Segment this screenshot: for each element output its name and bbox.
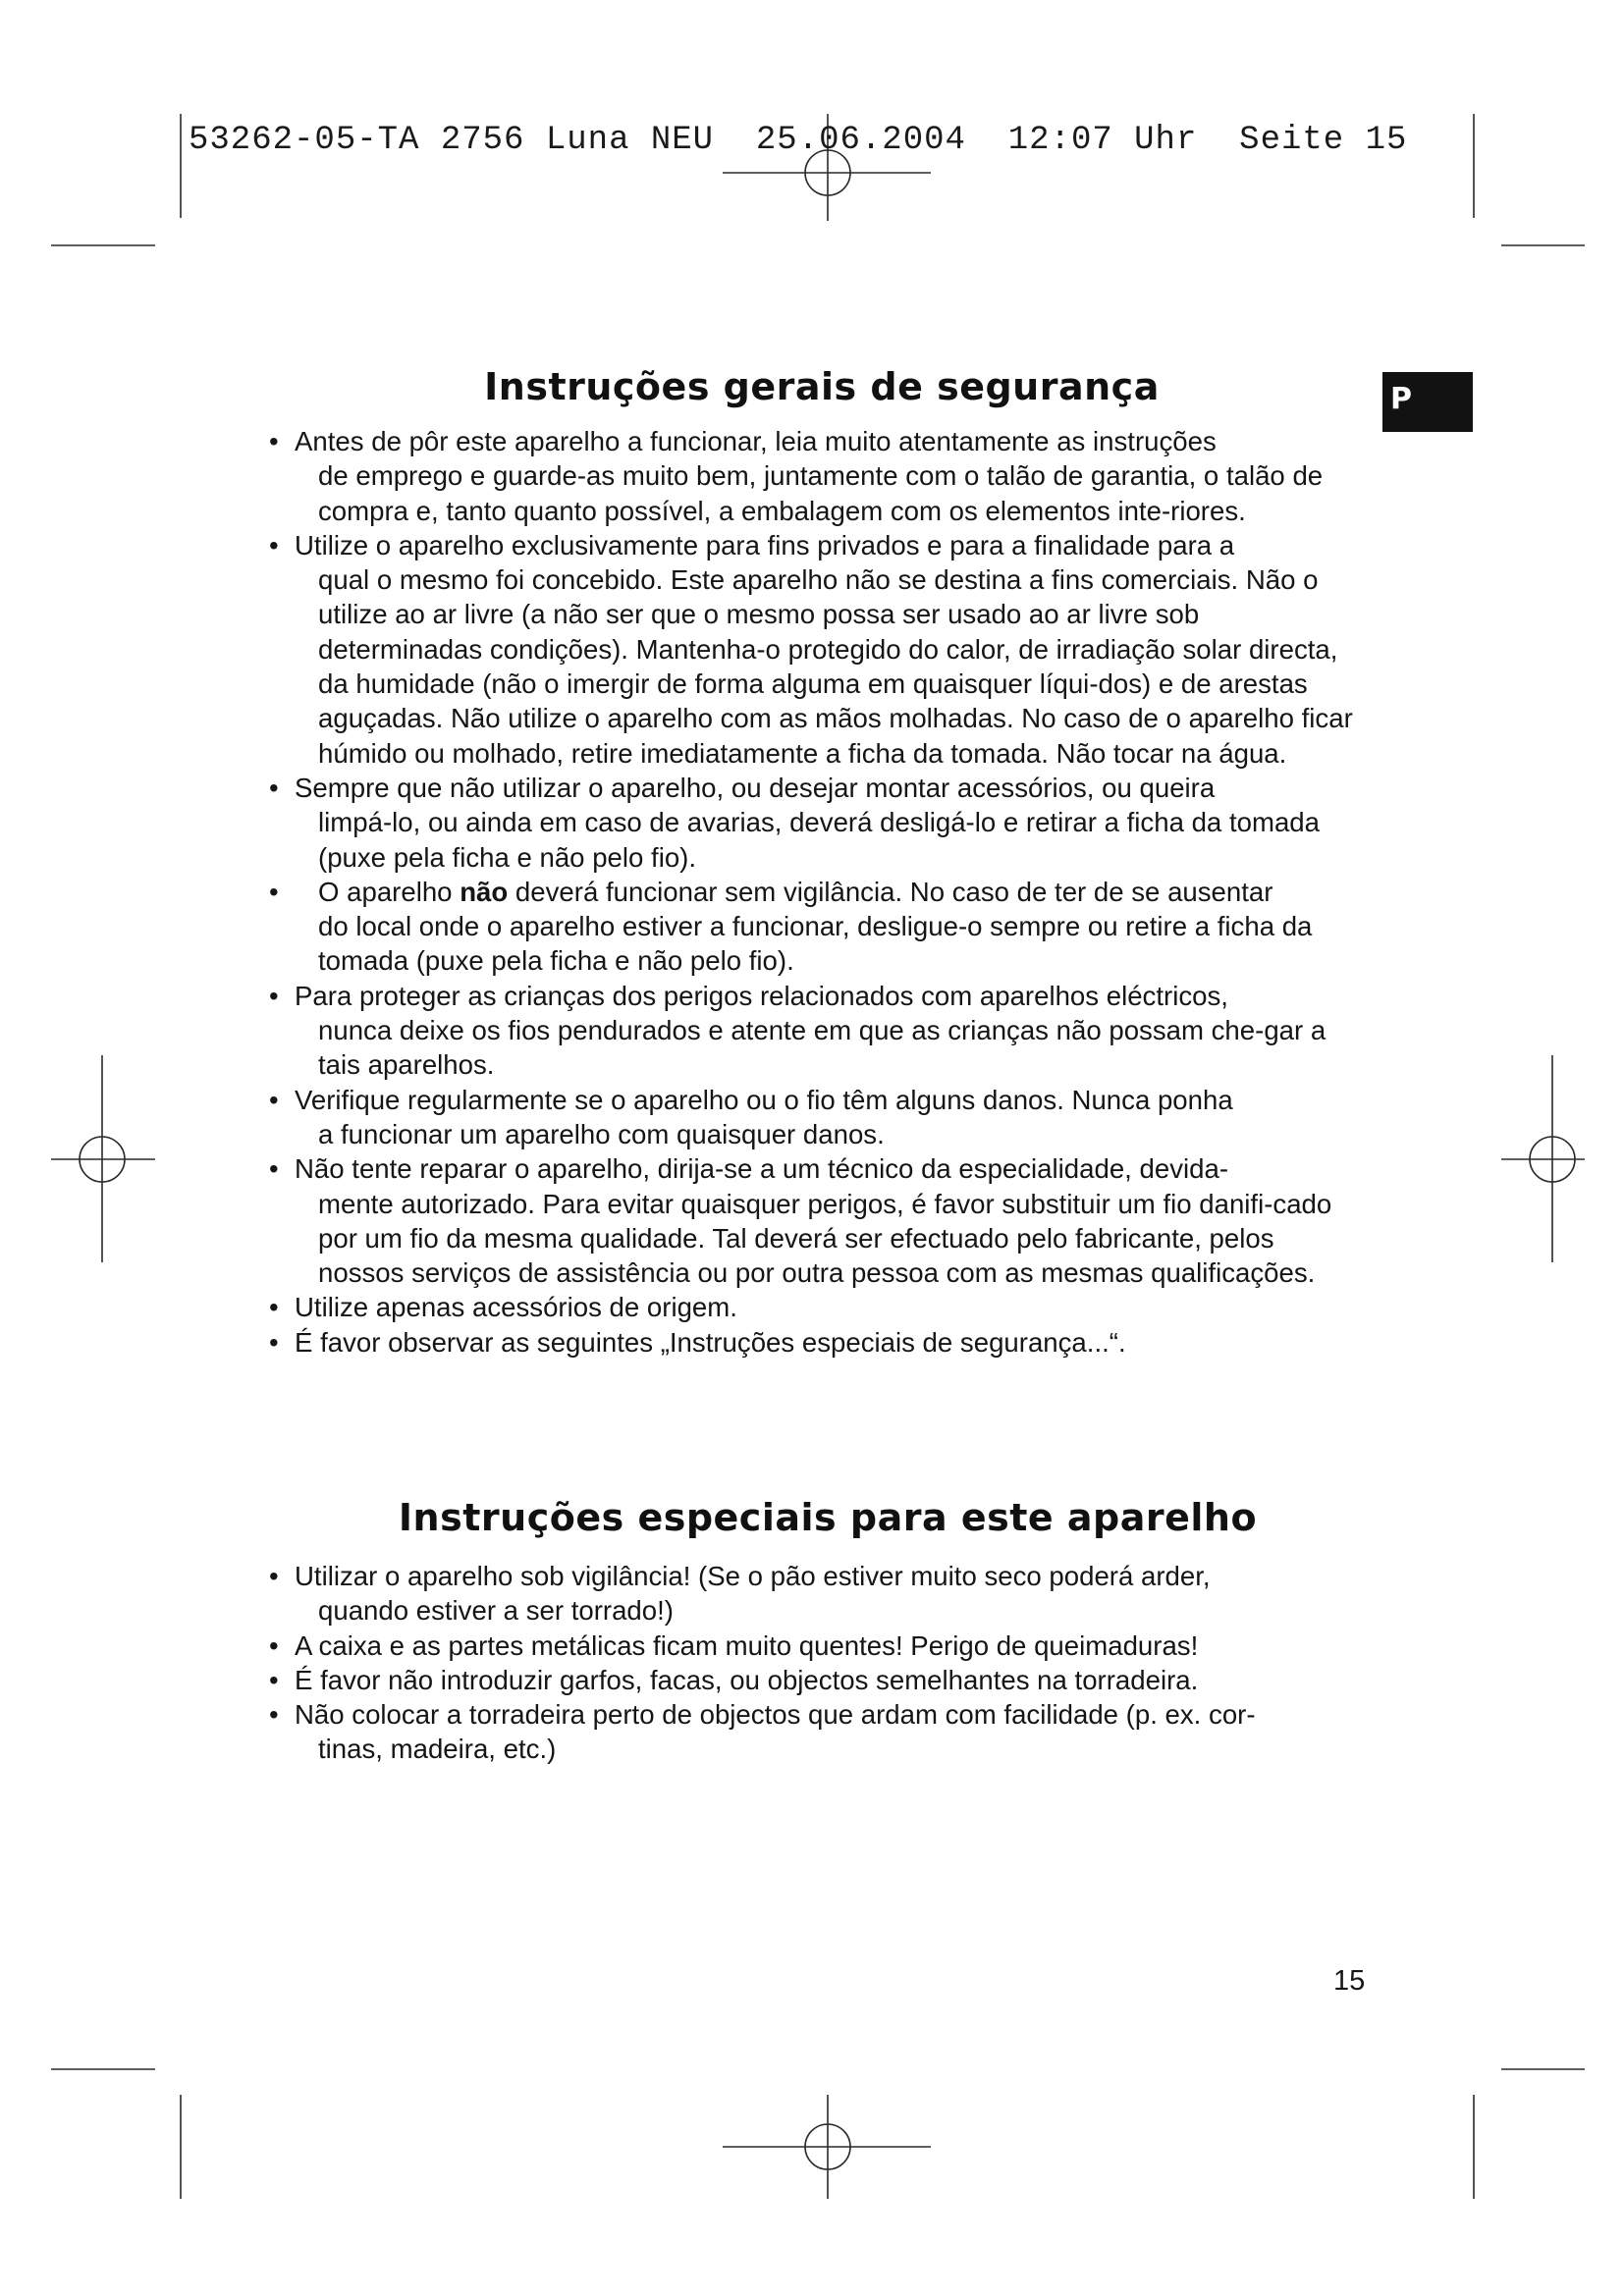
list-item — [267, 1559, 1367, 1629]
item-first-line: • Para proteger as crianças dos perigos relacionados com aparelhos eléctricos, — [295, 980, 1228, 1011]
item-text-pre: O aparelho — [318, 876, 460, 907]
registration-mark-bottom — [723, 2095, 931, 2199]
language-tab: P — [1382, 372, 1473, 432]
item-first-line: • Não colocar a torradeira perto de objectos que ardam com facilidade (p. ex. cor- — [295, 1699, 1256, 1731]
item-continuation: quando estiver a ser torrado!) — [318, 1595, 674, 1627]
list-item — [267, 771, 1367, 875]
item-continuation: tinas, madeira, etc.) — [318, 1734, 557, 1765]
list-item — [267, 528, 1367, 771]
list-item — [267, 875, 1367, 979]
list-item — [267, 1083, 1367, 1152]
item-first-line: • Utilizar o aparelho sob vigilância! (Se o pão estiver muito seco poderá arder, — [295, 1561, 1211, 1591]
item-first-line: • É favor observar as seguintes „Instruções especiais de segurança...“. — [295, 1326, 1126, 1358]
print-header: 53262-05-TA 2756 Luna NEU 25.06.2004 12:07 Uhr Seite 15 — [189, 122, 1408, 159]
list-item — [267, 1663, 1367, 1697]
item-text-bold: não — [460, 876, 509, 907]
item-first-line: • É favor não introduzir garfos, facas, ou objectos semelhantes na torradeira. — [295, 1664, 1199, 1695]
section-title: Instruções gerais de segurança — [484, 365, 1160, 408]
registration-mark-left — [51, 1055, 155, 1262]
list-item — [267, 1290, 1367, 1324]
item-continuation: a funcionar um aparelho com quaisquer danos. — [318, 1118, 885, 1149]
section-general-safety — [267, 365, 1367, 1360]
section-special-instructions — [267, 1496, 1367, 1767]
item-continuation: limpá-lo, ou ainda em caso de avarias, deverá desligá-lo e retirar a ficha da tomada (puxe pela ficha e não pelo fio). — [318, 807, 1320, 873]
list-item — [267, 1697, 1367, 1767]
item-continuation: do local onde o aparelho estiver a funcionar, desligue-o sempre ou retire a ficha da tomada (puxe pela ficha e não pelo fio). — [318, 911, 1313, 977]
registration-mark-right — [1501, 1055, 1585, 1262]
item-first-line: • Verifique regularmente se o aparelho ou o fio têm alguns danos. Nunca ponha — [295, 1084, 1233, 1115]
list-item — [267, 979, 1367, 1083]
page-number: 15 — [1333, 1965, 1366, 1997]
section-title: Instruções especiais para este aparelho — [398, 1496, 1258, 1539]
item-continuation: qual o mesmo foi concebido. Este aparelho não se destina a fins comerciais. Não o utilize ao ar livre (a não ser que o mesmo possa ser usado ao ar livre sob determinadas condições). Mantenha-o protegido do calor, de irradiação solar directa, da humidade (não o imergir de forma alguma em quaisquer líqui-dos) e de arestas aguçadas. Não utilize o aparelho com as mãos molhadas. No caso de o aparelho ficar húmido ou molhado, retire imediatamente a ficha da tomada. Não tocar na água. — [318, 564, 1353, 769]
list-item — [267, 1151, 1367, 1290]
item-continuation: mente autorizado. Para evitar quaisquer perigos, é favor substituir um fio danifi-cado por um fio da mesma qualidade. Tal deverá ser efectuado pelo fabricante, pelos nossos serviços de assistência ou por outra pessoa com as mesmas qualificações. — [318, 1188, 1332, 1289]
item-first-line: • Utilize apenas acessórios de origem. — [295, 1292, 737, 1323]
item-first-line — [318, 875, 1367, 909]
list-item — [267, 1629, 1367, 1663]
bullet-list — [267, 424, 1367, 1360]
item-first-line: • Sempre que não utilizar o aparelho, ou desejar montar acessórios, ou queira — [295, 772, 1216, 803]
list-item — [267, 1325, 1367, 1360]
list-item — [267, 424, 1367, 528]
bullet-list — [267, 1559, 1367, 1767]
item-continuation: de emprego e guarde-as muito bem, juntamente com o talão de garantia, o talão de compra e, tanto quanto possível, a embalagem com os elementos inte-riores. — [318, 460, 1324, 526]
item-first-line: • Não tente reparar o aparelho, dirija-se a um técnico da especialidade, devida- — [295, 1153, 1229, 1185]
item-first-line: • A caixa e as partes metálicas ficam muito quentes! Perigo de queimaduras! — [295, 1629, 1199, 1661]
item-first-line: • Antes de pôr este aparelho a funcionar, leia muito atentamente as instruções — [295, 426, 1217, 456]
item-text-post: deverá funcionar sem vigilância. No caso de ter de se ausentar — [508, 876, 1273, 907]
item-continuation: nunca deixe os fios pendurados e atente em que as crianças não possam che-gar a tais aparelhos. — [318, 1015, 1326, 1081]
item-first-line: • Utilize o aparelho exclusivamente para fins privados e para a finalidade para a — [295, 529, 1235, 561]
